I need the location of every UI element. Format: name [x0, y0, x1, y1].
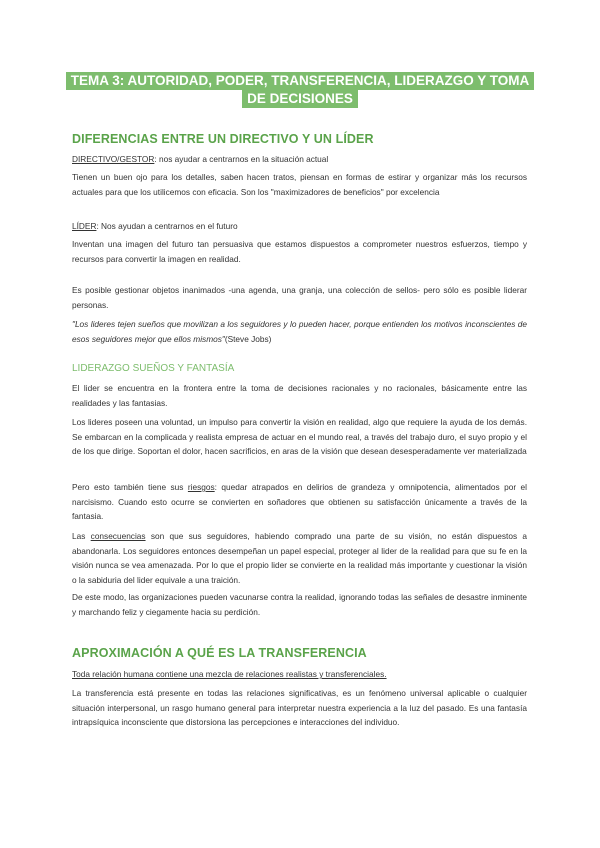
- riesgos-term: riesgos: [187, 482, 215, 492]
- quote-author: (Steve Jobs): [224, 333, 272, 344]
- riesgos-intro: Pero esto también tiene sus: [72, 482, 188, 492]
- directivo-paragraph: Tienen un buen ojo para los detalles, saben hacen tratos, piensan en formas de estirar y organizar más los recursos actuales para que los utilicemos con eficacia. Son los "maximizadores de beneficios" por excelencia: [72, 172, 527, 197]
- consecuencias-term: consecuencias: [90, 531, 146, 541]
- transferencia-paragraph: La transferencia está presente en todas las relaciones significativas, es un fenómeno universal aplicable o cualquier situación interpersonal, un rasgo humano general para interpretar nuestra experiencia a la luz del pasado. Es una fantasía intrapsíquica inconsciente que distorsiona las percepciones e interacciones del individuo.: [72, 688, 527, 728]
- section-heading-directivo-lider: DIFERENCIAS ENTRE UN DIRECTIVO Y UN LÍDER: [72, 132, 374, 146]
- directivo-summary: : nos ayudar a centrarnos en la situación actual: [154, 154, 329, 164]
- liderazgo-paragraph-2: Los lideres poseen una voluntad, un impulso para convertir la visión en realidad, algo que requiere la ayuda de los demás. Se embarcan en la complicada y realista empresa de actuar en el mundo real, a través del trabajo duro, el suyo propio y el de los que dirige. Soportan el dolor, hacen sacrificios, en aras de la visión que desean desesperadamente ver materializada: [72, 417, 527, 457]
- directivo-label: DIRECTIVO/GESTOR: [72, 154, 155, 164]
- lider-paragraph: Inventan una imagen del futuro tan persuasiva que estamos dispuestos a comprometer nuestros esfuerzos, tiempo y recursos para convertir la imagen en realidad.: [72, 239, 527, 264]
- consecuencias-text: son que sus seguidores, habiendo comprado una parte de su visión, no están dispuestos a abandonarla. Los seguidores entonces desempeñan un papel especial, proteger al lider de la realidad para que su fe en la visión nunca se vea amenazada. Por lo que el propio lider se convierte en la realidad más importante y cuestionar la visión o la sabiduria del lider equivale a una traición.: [72, 531, 527, 585]
- page-title: [0, 72, 600, 108]
- consecuencias-intro: Las: [72, 531, 91, 541]
- directivo-definition: [72, 152, 527, 167]
- section-heading-transferencia: APROXIMACIÓN A QUÉ ES LA TRANSFERENCIA: [72, 646, 367, 660]
- lider-definition: [72, 219, 527, 234]
- quote-text: "Los lideres tejen sueños que movilizan a los seguidores y lo pueden hacer, porque entienden los motivos inconscientes de esos seguidores mejor que ellos mismos": [72, 319, 527, 344]
- liderazgo-paragraph-5: De este modo, las organizaciones pueden vacunarse contra la realidad, ignorando todas las señales de desastre inminente y marchando feliz y ciegamente hacia su perdición.: [72, 592, 527, 617]
- liderazgo-paragraph-consecuencias: [72, 529, 527, 587]
- transferencia-subtitle: Toda relación humana contiene una mezcla de relaciones realistas y transferenciales.: [72, 669, 387, 679]
- objetos-paragraph: Es posible gestionar objetos inanimados -una agenda, una granja, una colección de sellos- pero sólo es posible liderar personas.: [72, 285, 527, 310]
- liderazgo-paragraph-riesgos: [72, 480, 527, 524]
- page-title-line-2: DE DECISIONES: [242, 90, 358, 108]
- quote-paragraph: [72, 317, 527, 346]
- section-heading-liderazgo: LIDERAZGO SUEÑOS Y FANTASÍA: [72, 363, 235, 374]
- riesgos-text: : quedar atrapados en delirios de grandeza y omnipotencia, alimentados por el narcisismo. Cuando esto ocurre se convierten en soñadores que obtienen su satisfacción únicamente a través de la fantasia.: [72, 482, 528, 522]
- page-title-line-1: TEMA 3: AUTORIDAD, PODER, TRANSFERENCIA, LIDERAZGO Y TOMA: [66, 72, 535, 90]
- lider-label: LÍDER: [72, 221, 97, 231]
- liderazgo-paragraph-1: El lider se encuentra en la frontera entre la toma de decisiones racionales y no racionales, básicamente entre las realidades y las fantasias.: [72, 383, 527, 408]
- lider-summary: : Nos ayudan a centrarnos en el futuro: [96, 221, 238, 231]
